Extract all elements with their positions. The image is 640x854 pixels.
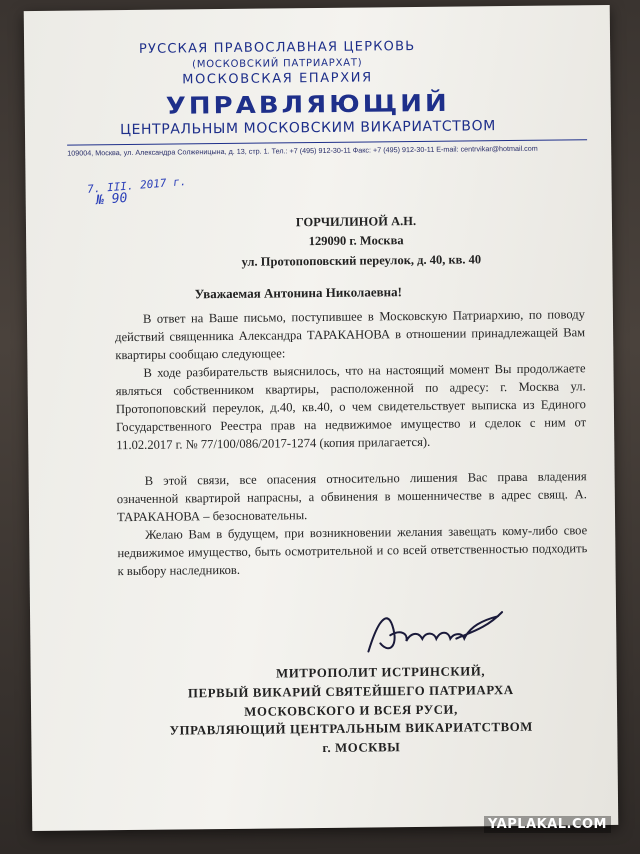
signer-title-4: УПРАВЛЯЮЩИЙ ЦЕНТРАЛЬНЫМ ВИКАРИАТСТВОМ — [169, 719, 533, 738]
greeting: Уважаемая Антонина Николаевна! — [194, 284, 402, 302]
letterhead-eparchy: МОСКОВСКАЯ ЕПАРХИЯ — [182, 70, 373, 88]
recipient-name: ГОРЧИЛИНОЙ А.Н. — [295, 213, 417, 230]
recipient-street: ул. Протопоповский переулок, д. 40, кв. 40 — [241, 252, 482, 269]
recipient-city: 129090 г. Москва — [308, 233, 404, 249]
registration-date: 7. III. 2017 г. — [86, 174, 187, 196]
body-paragraph-2: В ходе разбирательств выяснилось, что на настоящий момент Вы продолжаете являться собственником квартиры, расположенной по адресу: г. Москва ул. Протопоповский переулок, д.40, кв.40, о чем свидетельствует выписка из Единого Государственного Реестра прав на недвижимое имущество и сделок с ним от 11.02.2017 г. № 77/100/086/2017-1274 (копия прилагается). — [115, 361, 587, 453]
letterhead-subtitle: ЦЕНТРАЛЬНЫМ МОСКОВСКИМ ВИКАРИАТСТВОМ — [119, 118, 496, 139]
body-paragraph-4: Желаю Вам в будущем, при возникновении желания завещать кому-либо свое недвижимое имущество, быть осмотрительной и со всей ответственностью подходить к выбору наследников. — [117, 523, 588, 579]
letterhead-contacts: 109004, Москва, ул. Александра Солженицына, д. 13, стр. 1. Тел.: +7 (495) 912-30-11 Факс: +7 (495) 912-30-11 E-mail: centrvikar@hotmail.com — [67, 143, 538, 158]
site-watermark: YAPLAKAL.COM — [484, 816, 611, 833]
signer-title-3: МОСКОВСКОГО И ВСЕЯ РУСИ, — [244, 702, 458, 719]
registration-stamp — [87, 176, 188, 208]
letterhead-patriarchate: (МОСКОВСКИЙ ПАТРИАРХАТ) — [192, 57, 363, 71]
signer-title-1: МИТРОПОЛИТ ИСТРИНСКИЙ, — [276, 664, 486, 681]
body-paragraph-1: В ответ на Ваше письмо, поступившее в Московскую Патриархию, по поводу действий священника Александра ТАРАКАНОВА в отношении принадлежащей Вам квартиры сообщаю следующее: — [115, 307, 586, 363]
signer-title-2: ПЕРВЫЙ ВИКАРИЙ СВЯТЕЙШЕГО ПАТРИАРХА — [187, 682, 514, 701]
letter-paper — [24, 5, 619, 831]
handwritten-signature — [360, 602, 511, 660]
letterhead-church: РУССКАЯ ПРАВОСЛАВНАЯ ЦЕРКОВЬ — [138, 38, 416, 57]
signer-title-5: г. МОСКВЫ — [322, 740, 401, 756]
body-paragraph-3: В этой связи, все опасения относительно лишения Вас права владения означенной квартирой напрасны, а обвинения в мошенничестве в адрес свящ. А. ТАРАКАНОВА – безосновательны. — [116, 469, 587, 525]
registration-number: № 90 — [95, 190, 129, 209]
letterhead-title: УПРАВЛЯЮЩИЙ — [165, 90, 450, 121]
